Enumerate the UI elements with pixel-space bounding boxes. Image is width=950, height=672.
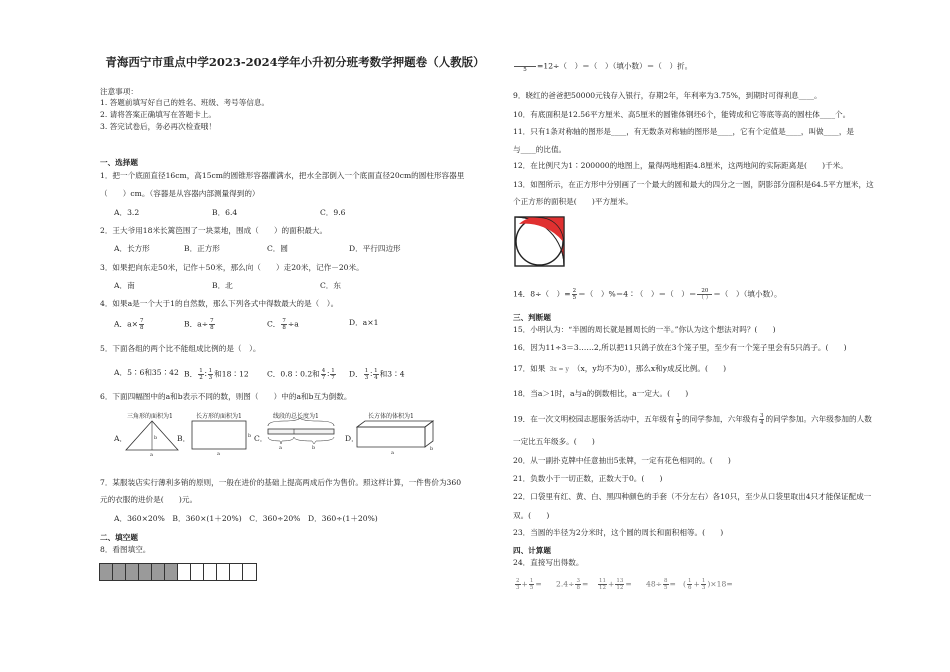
svg-text:a: a xyxy=(217,451,220,457)
q4-option-a: A．a× $\frac{7}{8}$ xyxy=(114,318,144,331)
q2-option-d: D．平行四边形 xyxy=(349,244,401,253)
q23-text: 23．当圆的半径为2分米时，这个圆的周长和面积相等。( ) xyxy=(513,528,724,537)
q7-text-cont: 元的衣服的进价是( )元。 xyxy=(100,495,198,504)
q5-text: 5．下面各组的两个比不能组成比例的是（ ）。 xyxy=(100,344,261,353)
q4-text: 4．如果a是一个大于1的自然数，那么下列各式中得数最大的是（ ）。 xyxy=(100,299,339,308)
section-choice-heading: 一、选择题 xyxy=(100,158,138,167)
q14-text: 14．8÷（ ）= $\frac{2}{5}$ ＝（ ）%＝4∶（ ）＝（ ）＝ $\frac{20}{( )}$ ＝（ ）（填小数）。 xyxy=(513,288,782,301)
q1-option-c: C．9.6 xyxy=(320,208,346,217)
q24-text: 24．直接写出得数。 xyxy=(513,558,584,567)
q6-triangle-figure xyxy=(124,419,180,458)
q8-text: 8．看图填空。 xyxy=(100,545,151,554)
q1-text-cont: （ ）cm。（容器是从容器内部测量得到的） xyxy=(100,189,260,198)
notice-item-2: 2. 请将答案正确填写在答题卡上。 xyxy=(100,110,216,119)
q4-option-b: B．a÷ $\frac{7}{8}$ xyxy=(184,318,214,331)
q6-text: 6．下面四幅图中的a和b表示不同的数，则图（ ）中的a和b互为倒数。 xyxy=(100,392,352,401)
q4-option-c: C． $\frac{7}{8}$ ÷a xyxy=(267,318,299,331)
page-title: 青海西宁市重点中学2023-2024学年小升初分班考数学押题卷（人教版） xyxy=(105,55,485,69)
svg-text:a: a xyxy=(150,452,153,458)
q6-segment-figure xyxy=(264,418,338,451)
q22-text-cont: 双。( ) xyxy=(513,511,550,520)
q6-option-a: A． xyxy=(114,434,128,443)
q2-option-c: C．圆 xyxy=(267,244,288,253)
svg-text:b: b xyxy=(430,446,434,452)
q20-text: 20．从一副扑克牌中任意抽出5张牌，一定有花色相同的。( ) xyxy=(513,456,731,465)
q13-text-cont: 个正方形的面积是( )平方厘米。 xyxy=(513,197,633,206)
q2-option-a: A．长方形 xyxy=(114,244,150,253)
q6-rectangle-figure xyxy=(190,419,252,455)
q1-option-a: A．3.2 xyxy=(114,208,140,217)
q6-cuboid-figure xyxy=(355,419,435,455)
q17-text: 17．如果 3x = y （x，y均不为0），那么x和y成反比例。( ) xyxy=(513,364,727,373)
q1-text: 1．把一个底面直径16cm，高15cm的圆锥形容器灌满水，把水全部倒入一个底面直径20cm的圆柱形容器里 xyxy=(100,171,465,180)
q24-calc-5: ( $\frac{1}{6}$ + $\frac{1}{3}$ )×18= xyxy=(683,578,733,591)
notice-item-3: 3. 答完试卷后，务必再次检查哦！ xyxy=(100,122,216,131)
q21-text: 21．负数小于一切正数，正数大于0。( ) xyxy=(513,474,663,483)
q15-text: 15．小明认为：“半圆的周长就是圆周长的一半。”你认为这个想法对吗？( ) xyxy=(513,325,776,334)
q4-option-d: D．a×1 xyxy=(349,318,379,327)
q3-option-c: C．东 xyxy=(320,281,341,290)
q13-text: 13．如图所示，在正方形中分别画了一个最大的圆和最大的四分之一圆，阴影部分面积是64.5平方厘米，这 xyxy=(513,180,874,189)
q2-option-b: B．正方形 xyxy=(184,244,220,253)
svg-text:a: a xyxy=(279,445,282,451)
q5-option-c: C．0.8∶0.2和 $\frac{4}{7}$ ∶ $\frac{1}{7}$ xyxy=(267,368,335,381)
svg-text:b: b xyxy=(248,433,252,439)
q24-calc-2: 2.4÷ $\frac{3}{8}$ = xyxy=(556,578,589,591)
q6-option-c: C． xyxy=(254,434,268,443)
svg-text:b: b xyxy=(312,445,316,451)
q8-continuation: 5 =12÷（ ）＝（ ）（填小数）＝（ ）折。 xyxy=(513,60,692,73)
q9-text: 9．晓红的爸爸把50000元钱存入银行，存期2年，年利率为3.75%，到期时可得利息____。 xyxy=(513,91,822,100)
q2-text: 2．王大爷用18米长篱笆围了一块菜地，围成（ ）的面积最大。 xyxy=(100,226,328,235)
q12-text: 12．在比例尺为1∶200000的地图上，量得两地相距4.8厘米，这两地间的实际距离是( )千米。 xyxy=(513,161,848,170)
q5-option-a: A．5∶6和35∶42 xyxy=(114,368,179,377)
notice-item-1: 1. 答题前填写好自己的姓名、班级、考号等信息。 xyxy=(100,98,270,107)
q6-option-d: D． xyxy=(345,434,359,443)
q10-text: 10．有底面积是12.56平方厘米、高5厘米的圆锥体钢坯6个，能铸成和它等底等高的圆柱体____个。 xyxy=(513,110,851,119)
q3-option-b: B．北 xyxy=(212,281,233,290)
q6-caption-d: 长方体的体积为1 xyxy=(368,413,414,420)
q7-options: A．360×20% B．360×(1＋20%) C．360÷20% D．360÷(1＋20%) xyxy=(114,514,378,523)
q24-calc-1: $\frac{2}{3}$ + $\frac{1}{5}$ = xyxy=(516,578,542,591)
q5-option-d: D． $\frac{1}{3}$ ∶ $\frac{1}{4}$ 和3∶4 xyxy=(349,368,405,381)
q11-text-cont: 与____的比值。 xyxy=(513,145,567,154)
q16-text: 16．因为11÷3＝3……2,所以把11只鸽子放在3个笼子里，至少有一个笼子里会有5只鸽子。( ) xyxy=(513,343,847,352)
q24-calc-3: $\frac{11}{12}$ + $\frac{13}{12}$ = xyxy=(599,578,632,591)
q7-text: 7．某服装店实行薄利多销的原则，一般在进价的基础上提高两成后作为售价。照这样计算，一件售价为360 xyxy=(100,478,462,487)
q22-text: 22．口袋里有红、黄、白、黑四种颜色的手套（不分左右）各10只，至少从口袋里取出4只才能保证配成一 xyxy=(513,492,872,501)
section-judge-heading: 三、判断题 xyxy=(513,313,551,322)
q6-caption-a: 三角形的面积为1 xyxy=(127,413,173,420)
q19-text: 19．在一次文明校园志愿服务活动中，五年级有 $\frac{1}{5}$ 的同学参加，六年级有 $\frac{3}{4}$ 的同学参加。六年级参加的人数 xyxy=(513,413,872,426)
q8-shaded-grid xyxy=(99,563,257,581)
q3-text: 3．如果把向东走50米，记作＋50米，那么向（ ）走20米，记作－20米。 xyxy=(100,263,364,272)
section-calc-heading: 四、计算题 xyxy=(513,546,551,555)
q19-text-cont: 一定比五年级多。( ) xyxy=(513,437,595,446)
q6-option-b: B． xyxy=(177,434,191,443)
svg-text:b: b xyxy=(154,435,158,441)
q6-caption-c: 线段的总长度为1 xyxy=(273,413,319,420)
q18-text: 18．当a＞1时，a与a的倒数相比，a一定大。( ) xyxy=(513,389,689,398)
q1-option-b: B．6.4 xyxy=(212,208,238,217)
section-fill-heading: 二、填空题 xyxy=(100,533,138,542)
q3-option-a: A．南 xyxy=(114,281,135,290)
q13-figure xyxy=(514,216,566,268)
q24-calc-4: 48÷ $\frac{8}{5}$ = xyxy=(646,578,676,591)
svg-text:a: a xyxy=(391,450,394,456)
q6-caption-b: 长方形的面积为1 xyxy=(196,413,242,420)
q5-option-b: B． $\frac{1}{2}$ ∶ $\frac{1}{3}$ 和18∶12 xyxy=(184,368,249,381)
notice-heading: 注意事项： xyxy=(100,87,138,96)
q11-text: 11．只有1条对称轴的图形是____，有无数条对称轴的图形是____，它有个定值是____，叫做____，是 xyxy=(513,127,855,136)
